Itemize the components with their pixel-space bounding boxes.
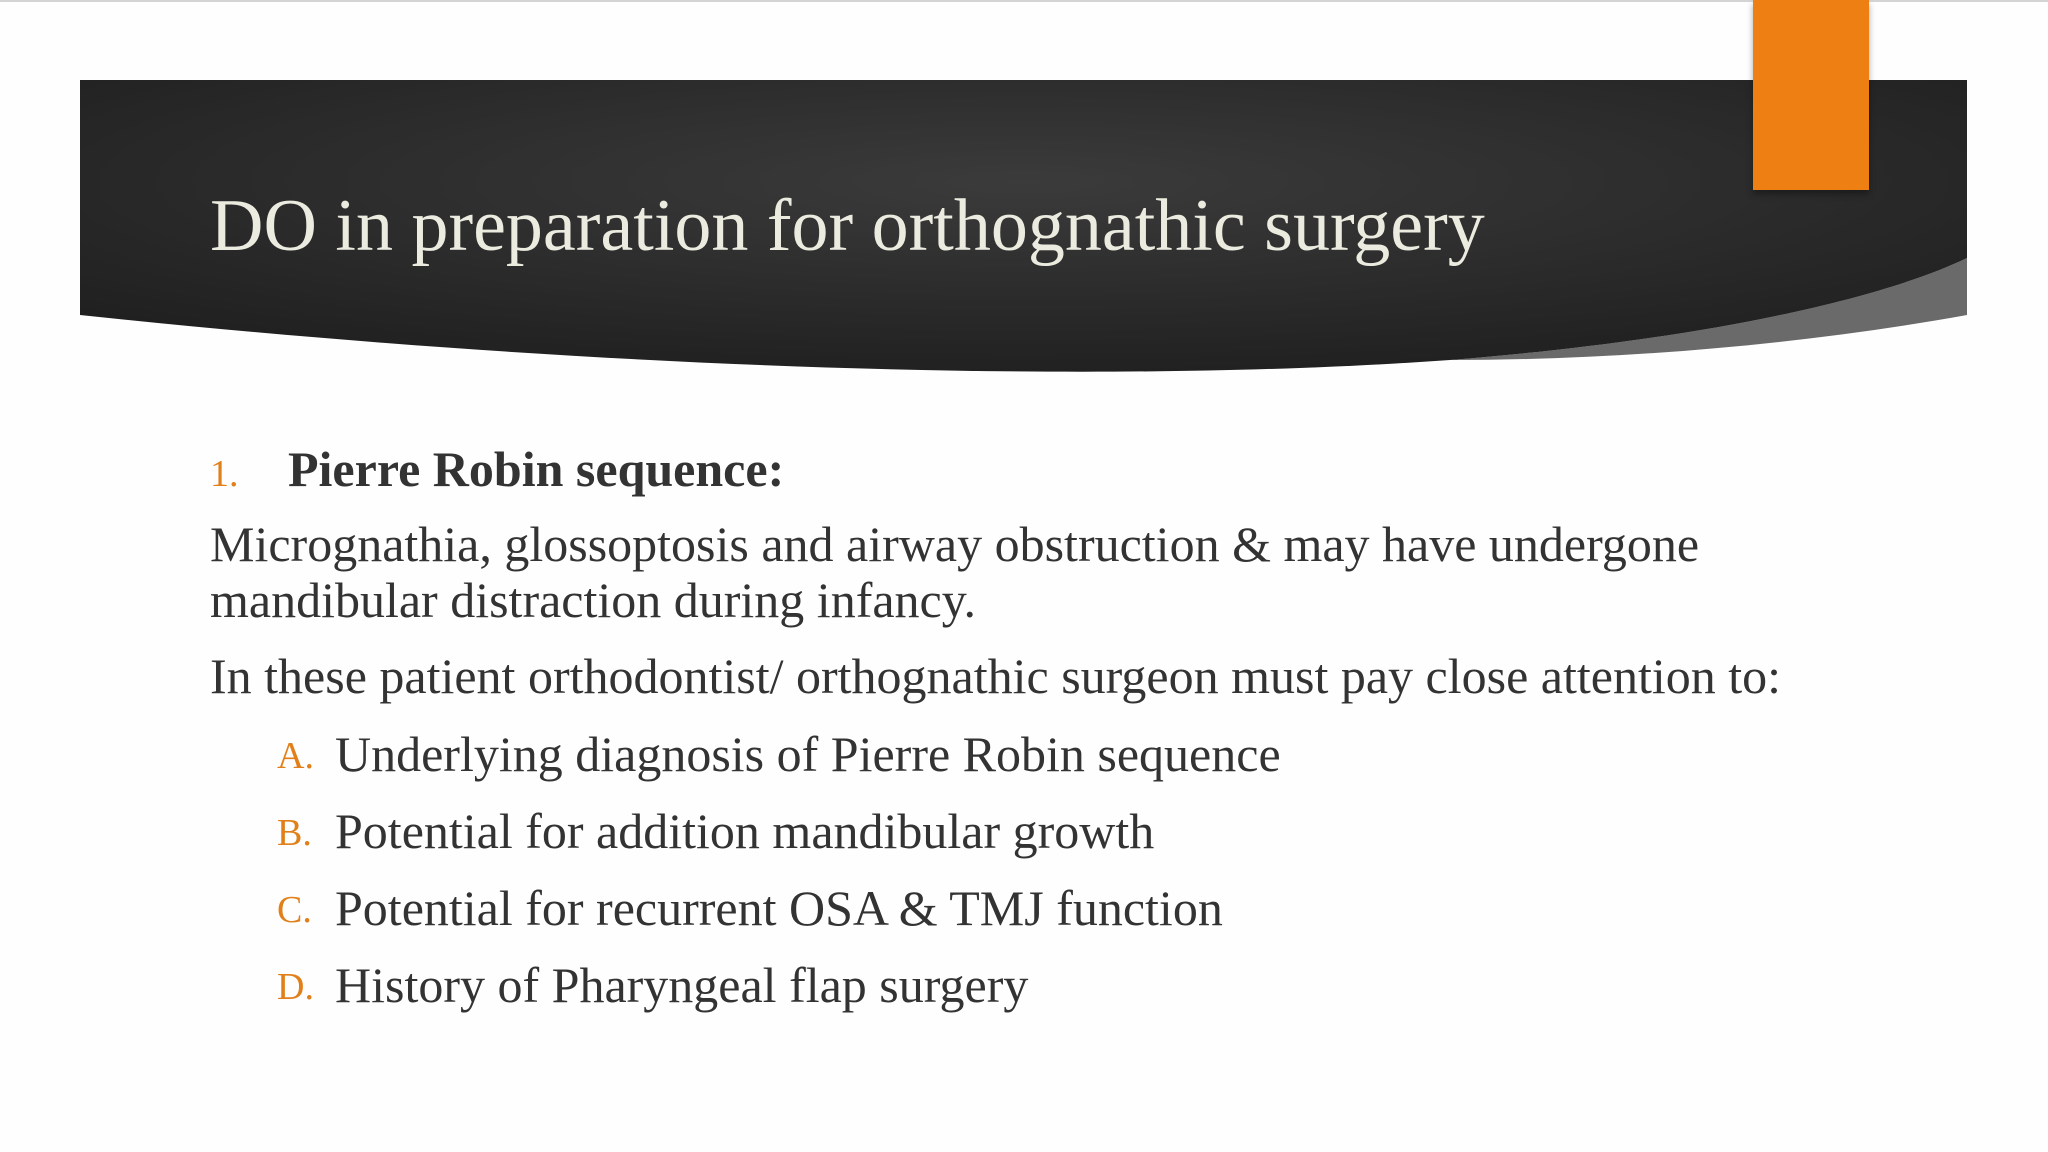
list-item [210, 801, 1850, 878]
list-item-text: Potential for recurrent OSA & TMJ function [335, 880, 1223, 936]
list-marker: C. [277, 889, 312, 931]
item-heading: Pierre Robin sequence: [288, 441, 785, 497]
list-item-text: Potential for addition mandibular growth [335, 803, 1155, 859]
list-marker: B. [277, 812, 312, 854]
list-item-text: History of Pharyngeal flap surgery [335, 957, 1029, 1013]
list-item-text: Underlying diagnosis of Pierre Robin sequence [335, 726, 1281, 782]
list-item [210, 878, 1850, 955]
paragraph-attention: In these patient orthodontist/ orthognathic surgeon must pay close attention to: [210, 648, 1782, 704]
slide-title: DO in preparation for orthognathic surgery [210, 185, 1485, 267]
slide-body [210, 440, 1850, 1032]
list-marker: A. [277, 735, 314, 777]
paragraph-description: Micrognathia, glossoptosis and airway obstruction & may have undergone mandibular distraction during infancy. [210, 516, 1700, 628]
accent-tab [1753, 0, 1869, 190]
list-marker: D. [277, 966, 314, 1008]
list-item [210, 724, 1850, 801]
numbered-item [210, 440, 1850, 504]
item-number: 1. [210, 453, 239, 495]
list-item [210, 955, 1850, 1032]
sub-list [210, 724, 1850, 1032]
